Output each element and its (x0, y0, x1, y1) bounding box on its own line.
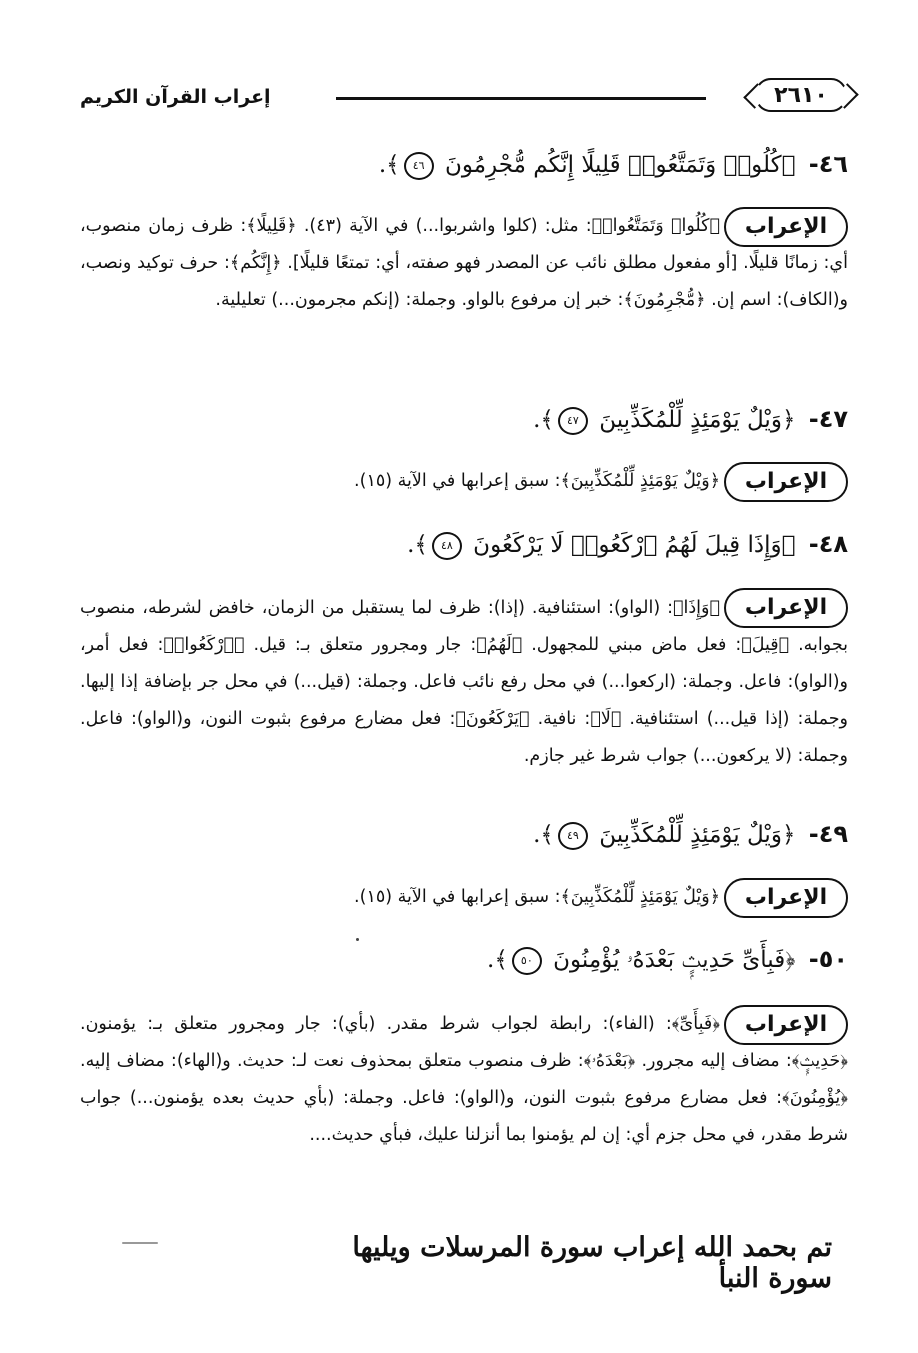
analysis-text: ﴿فَبِأَىِّ﴾: (الفاء): رابطة لجواب شرط مقدر. (بأي): جار ومجرور متعلق بـ: يؤمنون. ﴿حَدِيثٍۭ﴾: مضاف إليه مجرور. ﴿بَعْدَهُۥ﴾: ظرف منصوب متعلق بمحذوف نعت لـ: حديث. و(الهاء): مضاف إليه. ﴿يُؤْمِنُونَ﴾: فعل مضارع مرفوع بثبوت النون، و(الواو): فاعل. وجملة: (بأي حديث بعده يؤمنون...) جواب شرط مقدر، في محل جزم أي: إن لم يؤمنوا بما أنزلنا عليك، فبأي حديث.... (80, 1014, 848, 1145)
header-rule (336, 97, 706, 100)
verse-number: ٤٧- (808, 405, 848, 433)
analysis-46 (80, 208, 848, 319)
verse-50: ٥٠- ﴿فَبِأَىِّ حَدِيثٍۭ بَعْدَهُۥ يُؤْمِنُونَ ٥٠﴾. (487, 945, 848, 973)
analysis-47 (80, 463, 848, 500)
analysis-50 (80, 1006, 848, 1154)
analysis-49 (80, 879, 848, 916)
verse-49: ٤٩- ﴿وَيْلٌ يَوْمَئِذٍ لِّلْمُكَذِّبِينَ ٤٩﴾. (533, 820, 848, 848)
i3rab-label: الإعراب (724, 207, 848, 247)
page-number: ٢٦١٠ (755, 78, 847, 112)
verse-48: ٤٨- ﴿وَإِذَا قِيلَ لَهُمُ ٱرْكَعُوا۟ لَا يَرْكَعُونَ ٤٨﴾. (407, 530, 848, 558)
verse-text: فَبِأَىِّ حَدِيثٍۭ بَعْدَهُۥ يُؤْمِنُونَ (553, 947, 786, 973)
verse-text: وَيْلٌ يَوْمَئِذٍ لِّلْمُكَذِّبِينَ (599, 822, 782, 848)
analysis-text: ﴿وَيْلٌ يَوْمَئِذٍ لِّلْمُكَذِّبِينَ﴾: سبق إعرابها في الآية (١٥). (354, 887, 720, 907)
verse-text: وَيْلٌ يَوْمَئِذٍ لِّلْمُكَذِّبِينَ (599, 407, 782, 433)
scan-speck (356, 938, 359, 941)
analysis-text: ﴿كُلُوا۟ وَتَمَتَّعُوا۟﴾: مثل: (كلوا واشربوا...) في الآية (٤٣). ﴿قَلِيلًا﴾: ظرف زمان منصوب، أي: زمانًا قليلًا. [أو مفعول مطلق نائب عن المصدر فهو صفته، أي: تمتعًا قليلًا]. ﴿إِنَّكُم﴾: حرف توكيد ونصب، و(الكاف): اسم إن. ﴿مُّجْرِمُونَ﴾: خبر إن مرفوع بالواو. وجملة: (إنكم مجرمون...) تعليلية. (80, 216, 848, 310)
verse-number: ٤٨- (808, 530, 848, 558)
verse-number: ٤٦- (808, 150, 848, 178)
analysis-text: ﴿وَيْلٌ يَوْمَئِذٍ لِّلْمُكَذِّبِينَ﴾: سبق إعرابها في الآية (١٥). (354, 471, 720, 491)
verse-text: وَإِذَا قِيلَ لَهُمُ ٱرْكَعُوا۟ لَا يَرْكَعُونَ (473, 532, 782, 558)
ayah-mark-icon: ٤٩ (558, 822, 588, 850)
running-title: إعراب القرآن الكريم (80, 86, 271, 108)
verse-46: ٤٦- ﴿كُلُوا۟ وَتَمَتَّعُوا۟ قَلِيلًا إِنَّكُم مُّجْرِمُونَ ٤٦﴾. (378, 150, 848, 178)
closing-line: تم بحمد الله إعراب سورة المرسلات ويليها سورة النبأ (352, 1232, 832, 1294)
verse-47: ٤٧- ﴿وَيْلٌ يَوْمَئِذٍ لِّلْمُكَذِّبِينَ ٤٧﴾. (533, 405, 848, 433)
ayah-mark-icon: ٤٦ (404, 152, 434, 180)
i3rab-label: الإعراب (724, 462, 848, 502)
i3rab-label: الإعراب (724, 1005, 848, 1045)
i3rab-label: الإعراب (724, 588, 848, 628)
verse-number: ٥٠- (808, 945, 848, 973)
analysis-text: ﴿وَإِذَا﴾: (الواو): استئنافية. (إذا): ظرف لما يستقبل من الزمان، خافض لشرطه، منصوب بجوابه. ﴿قِيلَ﴾: فعل ماض مبني للمجهول. ﴿لَهُمُ﴾: جار ومجرور متعلق بـ: قيل. ﴿ٱرْكَعُوا۟﴾: فعل أمر، و(الواو): فاعل. وجملة: (اركعوا...) في محل رفع نائب فاعل. وجملة: (قيل...) في محل جر بإضافة إذا إليها. وجملة: (إذا قيل...) استئنافية. ﴿لَا﴾: نافية. ﴿يَرْكَعُونَ﴾: فعل مضارع مرفوع بثبوت النون، و(الواو): فاعل. وجملة: (لا يركعون...) جواب شرط غير جازم. (80, 598, 848, 766)
scan-speck (122, 1242, 158, 1244)
verse-text: كُلُوا۟ وَتَمَتَّعُوا۟ قَلِيلًا إِنَّكُم مُّجْرِمُونَ (444, 152, 782, 178)
i3rab-label: الإعراب (724, 878, 848, 918)
verse-number: ٤٩- (808, 820, 848, 848)
ayah-mark-icon: ٤٨ (432, 532, 462, 560)
analysis-48 (80, 590, 848, 775)
ayah-mark-icon: ٥٠ (512, 947, 542, 975)
ayah-mark-icon: ٤٧ (558, 407, 588, 435)
